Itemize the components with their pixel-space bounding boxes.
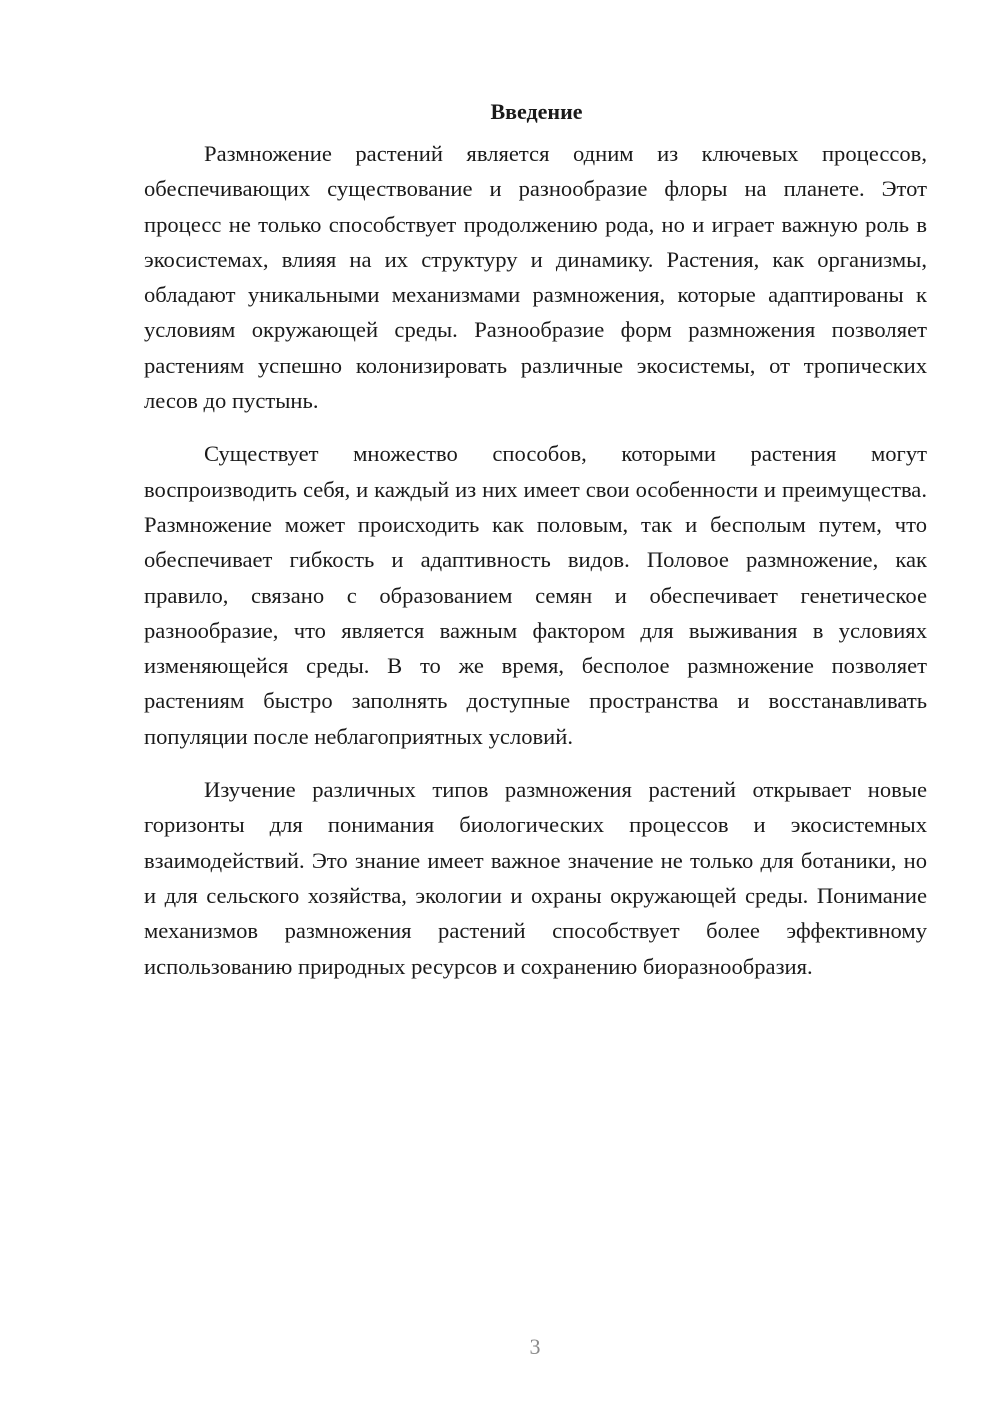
paragraph-1: Размножение растений является одним из ключевых процессов, обеспечивающих существование и разнообразие флоры на планете. Этот процесс не только способствует продолжению рода, но и играет важную роль в экосистемах, влияя на их структуру и динамику. Растения, как организмы, обладают уникальными механизмами размножения, которые адаптированы к условиям окружающей среды. Разнообразие форм размножения позволяет растениям успешно колонизировать различные экосистемы, от тропических лесов до пустынь.: [144, 141, 927, 414]
page-content: [144, 98, 927, 1002]
section-heading: Введение: [490, 99, 583, 124]
page-number: 3: [529, 1334, 541, 1359]
paragraph-3: Изучение различных типов размножения растений открывает новые горизонты для понимания биологических процессов и экосистемных взаимодействий. Это знание имеет важное значение не только для ботаники, но и для сельского хозяйства, экологии и охраны окружающей среды. Понимание механизмов размножения растений способствует более эффективному использованию природных ресурсов и сохранению биоразнообразия.: [144, 777, 927, 979]
paragraph-2: Существует множество способов, которыми растения могут воспроизводить себя, и каждый из них имеет свои особенности и преимущества. Размножение может происходить как половым, так и бесполым путем, что обеспечивает гибкость и адаптивность видов. Половое размножение, как правило, связано с образованием семян и обеспечивает генетическое разнообразие, что является важным фактором для выживания в условиях изменяющейся среды. В то же время, бесполое размножение позволяет растениям быстро заполнять доступные пространства и восстанавливать популяции после неблагоприятных условий.: [144, 441, 927, 749]
